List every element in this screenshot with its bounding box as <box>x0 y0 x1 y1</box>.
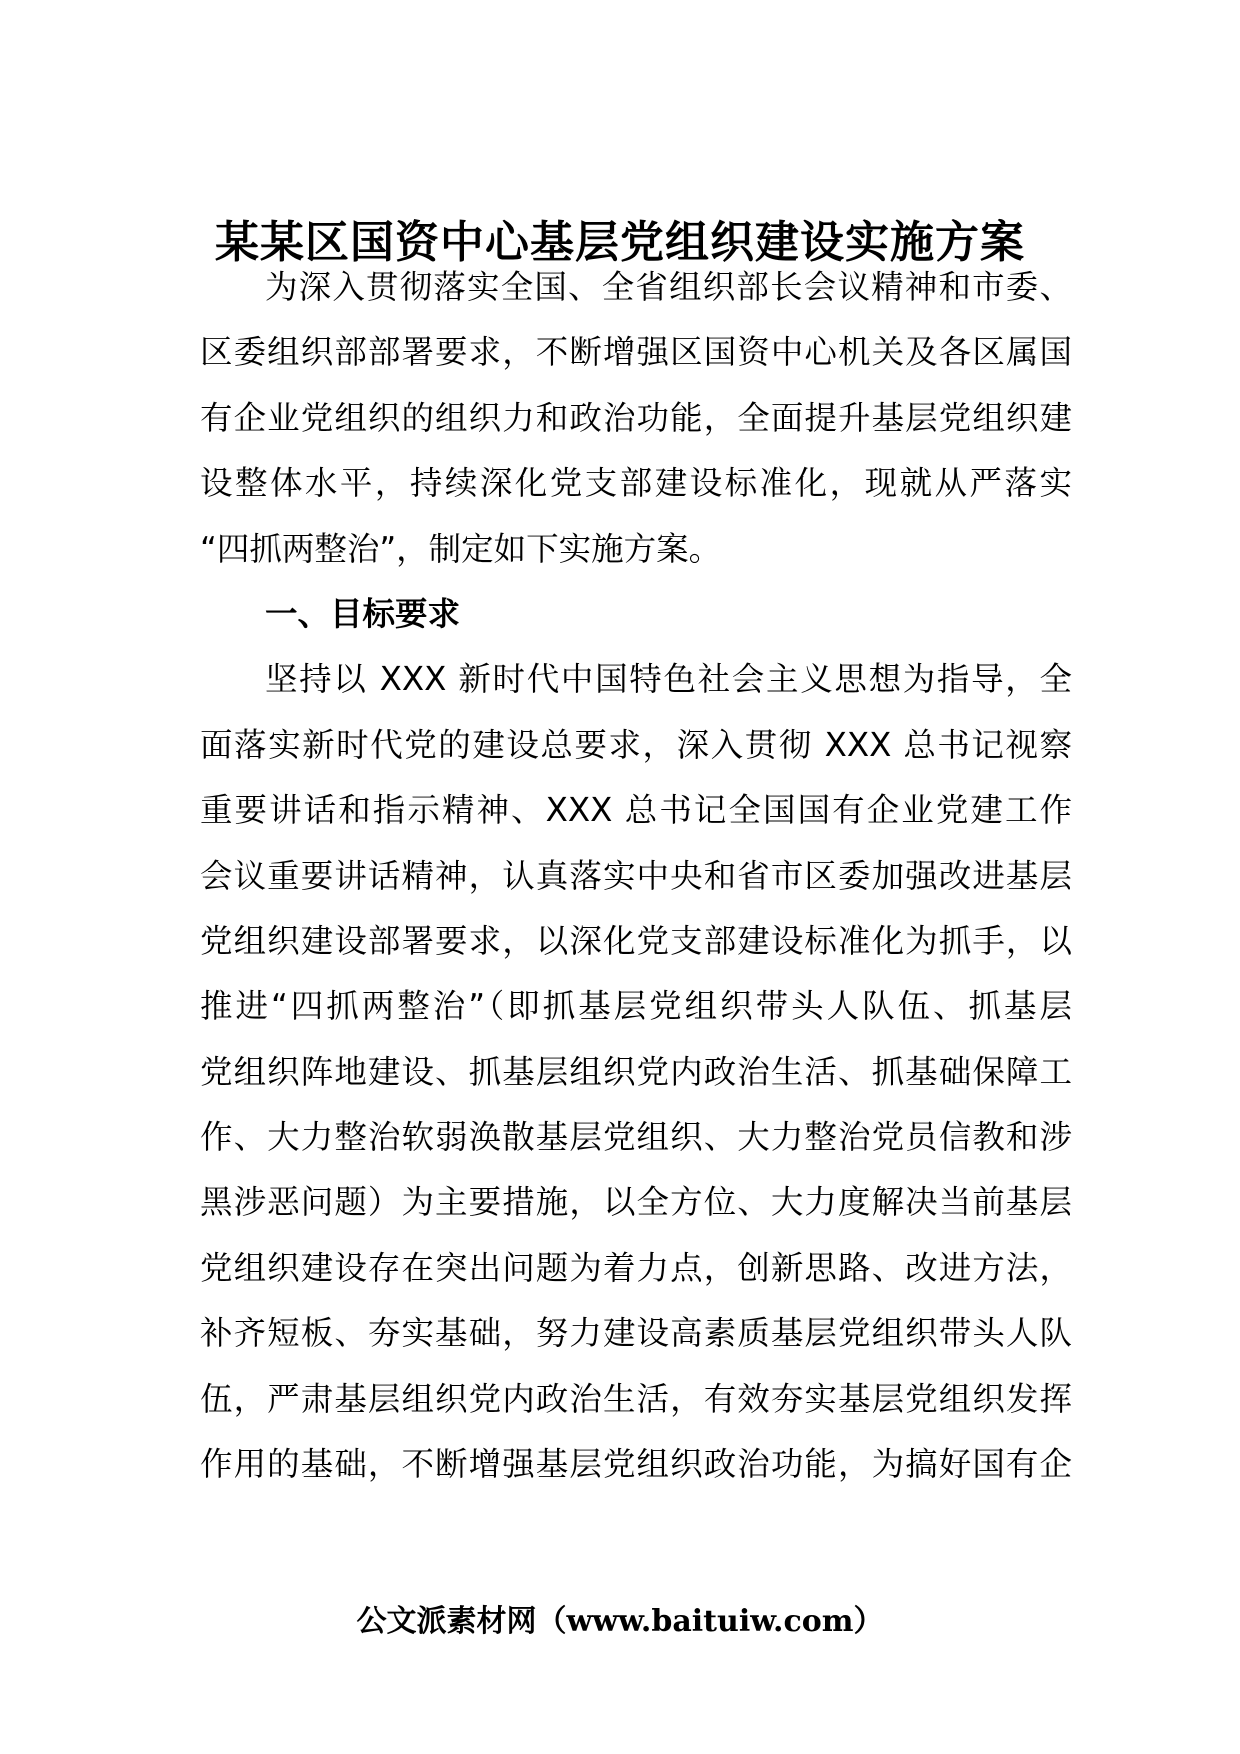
paragraph-1-line-1: 为深入贯彻落实全国、全省组织部长会议精神和市委、 <box>265 268 1072 306</box>
paragraph-2-line-3: 重要讲话和指示精神、XXX 总书记全国国有企业党建工作 <box>200 791 1072 830</box>
paragraph-1-line-2: 区委组织部部署要求，不断增强区国资中心机关及各区属国 <box>200 333 1072 372</box>
paragraph-2-line-11: 补齐短板、夯实基础，努力建设高素质基层党组织带头人队 <box>200 1314 1072 1353</box>
document-body <box>200 255 1072 1497</box>
paragraph-2-line-12: 伍，严肃基层组织党内政治生活，有效夯实基层党组织发挥 <box>200 1379 1072 1418</box>
paragraph-2-line-13: 作用的基础，不断增强基层党组织政治功能，为搞好国有企 <box>200 1445 1072 1484</box>
paragraph-2-line-1: 坚持以 XXX 新时代中国特色社会主义思想为指导，全 <box>265 660 1072 699</box>
paragraph-2-line-9: 黑涉恶问题）为主要措施，以全方位、大力度解决当前基层 <box>200 1183 1072 1222</box>
paragraph-2-line-8: 作、大力整治软弱涣散基层党组织、大力整治党员信教和涉 <box>200 1118 1072 1157</box>
document-title: 某某区国资中心基层党组织建设实施方案 <box>215 217 1025 268</box>
paragraph-1-line-5: “四抓两整治”，制定如下实施方案。 <box>200 529 722 568</box>
paragraph-2-line-7: 党组织阵地建设、抓基层组织党内政治生活、抓基础保障工 <box>200 1052 1072 1091</box>
paragraph-1-line-4: 设整体水平，持续深化党支部建设标准化，现就从严落实 <box>200 464 1072 503</box>
paragraph-2-line-4: 会议重要讲话精神，认真落实中央和省市区委加强改进基层 <box>200 856 1072 895</box>
footer-source: 公文派素材网（www.baituiw.com） <box>356 1604 884 1639</box>
paragraph-2-line-6: 推进“四抓两整治”（即抓基层党组织带头人队伍、抓基层 <box>200 987 1072 1026</box>
section-heading: 一、目标要求 <box>265 594 461 633</box>
paragraph-2-line-2: 面落实新时代党的建设总要求，深入贯彻 XXX 总书记视察 <box>200 725 1072 764</box>
paragraph-2-line-10: 党组织建设存在突出问题为着力点，创新思路、改进方法， <box>200 1248 1072 1287</box>
paragraph-1-line-3: 有企业党组织的组织力和政治功能，全面提升基层党组织建 <box>200 398 1072 437</box>
paragraph-2-line-5: 党组织建设部署要求，以深化党支部建设标准化为抓手，以 <box>200 921 1072 960</box>
